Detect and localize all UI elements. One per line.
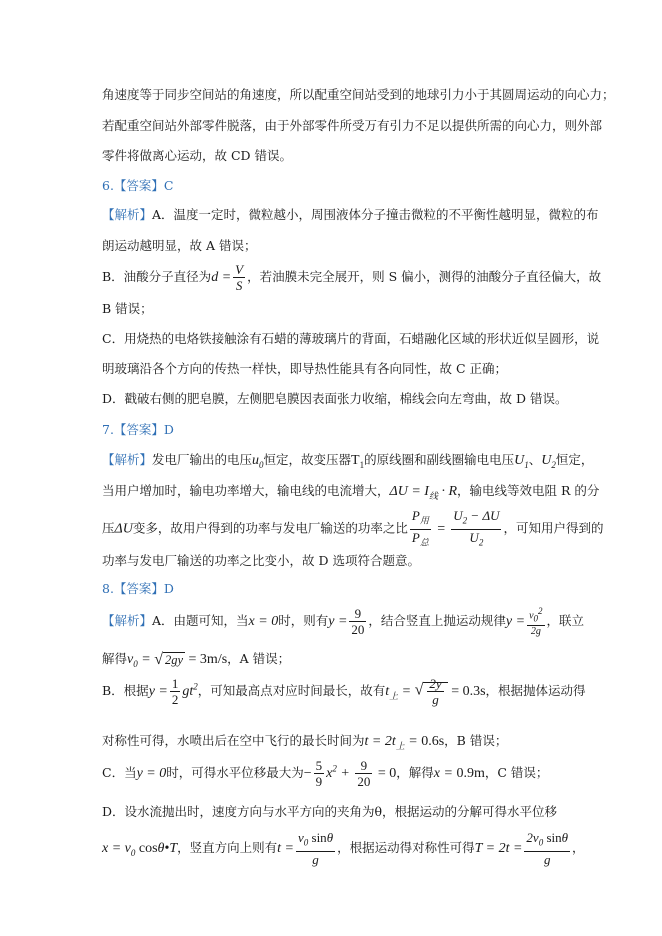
fraction: $\frac{2v_0 \sin\theta}{g}$ xyxy=(526,830,569,867)
text-line: 角速度等于同步空间站的角速度，所以配重空间站受到的地球引力小于其圆周运动的向心力； xyxy=(102,87,615,102)
text-line: 朗运动越明显，故 A 错误； xyxy=(102,238,257,253)
formula: y = 0 xyxy=(136,766,167,781)
formula: d = xyxy=(211,270,232,285)
analysis-tag: 【解析】 xyxy=(102,207,153,222)
text-line: B 错误； xyxy=(102,301,153,316)
answer-heading: 7.【答案】D xyxy=(102,422,174,437)
formula: $t = 2t_上 = 0.6s$ xyxy=(364,734,445,751)
formula: $x = v_0$ cosθ•T xyxy=(102,840,178,858)
formula: T = 2t = xyxy=(474,840,523,856)
text-line: 【解析】发电厂输出的电压$u_0$恒定，故变压器$T_1$的原线圈和副线圈输电电压$U_1$、$U_2$恒定， xyxy=(102,452,594,470)
fraction: $\frac{U_2 - \Delta U}{U_2}$ xyxy=(453,508,500,548)
text-line: 功率与发电厂输送的功率之比变小，故 D 选项符合题意。 xyxy=(102,553,420,568)
text-line: D．设水流抛出时，速度方向与水平方向的夹角为θ，根据运动的分解可得水平位移 xyxy=(102,804,558,819)
formula: $T_1$ xyxy=(351,453,365,470)
formula: $U_2$ xyxy=(541,453,556,470)
text-line: 当用户增加时，输电功率增大，输电线的电流增大，$\Delta U = I_线 \cdot R$，输电线等效电阻 R 的分 xyxy=(102,483,600,501)
text-line: D．戳破右侧的肥皂膜，左侧肥皂膜因表面张力收缩，棉线会向左弯曲，故 D 错误。 xyxy=(102,391,568,406)
text-line: 解得$v_0$ = √ 2gy = 3m/s，A 错误； xyxy=(102,650,291,669)
formula: x = 0.9m xyxy=(433,766,485,781)
fraction: $\frac{v_0 \sin\theta}{g}$ xyxy=(297,830,334,867)
text-line: 【解析】A．由题可知，当x = 0时，则有y = $\frac{9}{20}$ ，结合竖直上抛运动规律y = $\frac{v_0^2}{2g}$ ，联立 xyxy=(102,606,585,637)
text-line: C．用烧热的电烙铁接触涂有石蜡的薄玻璃片的背面，石蜡融化区域的形状近似呈圆形，说 xyxy=(102,331,600,346)
answer-heading: 6.【答案】C xyxy=(102,178,174,193)
formula: x = 0 xyxy=(248,614,279,629)
fraction: $\frac{v_0^2}{2g}$ xyxy=(529,606,543,637)
formula: $U_1$ xyxy=(514,453,529,470)
text-line: 明玻璃沿各个方向的传热一样快，即导热性能具有各向同性，故 C 正确； xyxy=(102,361,508,376)
text-line: 【解析】A．温度一定时，微粒越小，周围液体分子撞击微粒的不平衡性越明显，微粒的布 xyxy=(102,207,599,222)
fraction: $\frac{9}{20}$ xyxy=(351,606,365,637)
formula: $\Delta U = I_线 \cdot R$ xyxy=(389,484,458,501)
fraction: $\frac{P_用}{P_总}$ xyxy=(411,508,429,548)
fraction: $\frac{V}{S}$ xyxy=(235,262,244,293)
answer-heading: 8.【答案】D xyxy=(102,581,174,596)
fraction: $\frac{1}{2}$ xyxy=(171,676,179,707)
text-line: C．当y = 0时，可得水平位移最大为− $\frac{5}{9}$ $x^2$ + $\frac{9}{20}$ = 0，解得x = 0.9m，C 错误； xyxy=(102,758,549,789)
formula: ΔU xyxy=(114,521,133,537)
formula: $t_上$ = xyxy=(385,684,415,701)
square-root: √ 2gy xyxy=(154,650,184,668)
text-line: 对称性可得，水喷出后在空中飞行的最长时间为$t = 2t_上 = 0.6s$，B 错误； xyxy=(102,733,508,751)
text-line: 零件将做离心运动，故 CD 错误。 xyxy=(102,148,293,163)
text-line: 若配重空间站外部零件脱落，由于外部零件所受万有引力不足以提供所需的向心力，则外部 xyxy=(102,118,603,133)
formula: $v_0$ = xyxy=(127,652,155,669)
text-line: B．根据y = $\frac{1}{2}$ $gt^2$，可知最高点对应时间最长，故有$t_上$ = √ $\frac{2y}{g}$ = 0.3s，根据抛体运动得 xyxy=(102,676,586,707)
formula: y = xyxy=(328,614,348,629)
formula: y = xyxy=(148,684,168,699)
text-line: $x = v_0$ cosθ•T，竖直方向上则有t = $\frac{v_0 \sin\theta}{g}$ ，根据运动得对称性可得T = 2t = $\frac{2v_0 \sin\theta}{g}$ ， xyxy=(102,830,585,867)
formula: t = xyxy=(277,840,294,856)
fraction: $\frac{9}{20}$ xyxy=(357,758,371,789)
text-line: 压ΔU变多，故用户得到的功率与发电厂输送的功率之比 $\frac{P_用}{P_总}$ = $\frac{U_2 - \Delta U}{U_2}$ ，可知用户得到的 xyxy=(102,508,603,550)
formula: $u_0$ xyxy=(252,453,264,470)
text-line: B．油酸分子直径为d = $\frac{V}{S}$ ，若油膜未完全展开，则 S 偏小，测得的油酸分子直径偏大，故 xyxy=(102,262,602,293)
formula: y = xyxy=(505,614,526,629)
fraction: $\frac{5}{9}$ xyxy=(315,758,323,789)
square-root: √ $\frac{2y}{g}$ xyxy=(415,676,448,707)
